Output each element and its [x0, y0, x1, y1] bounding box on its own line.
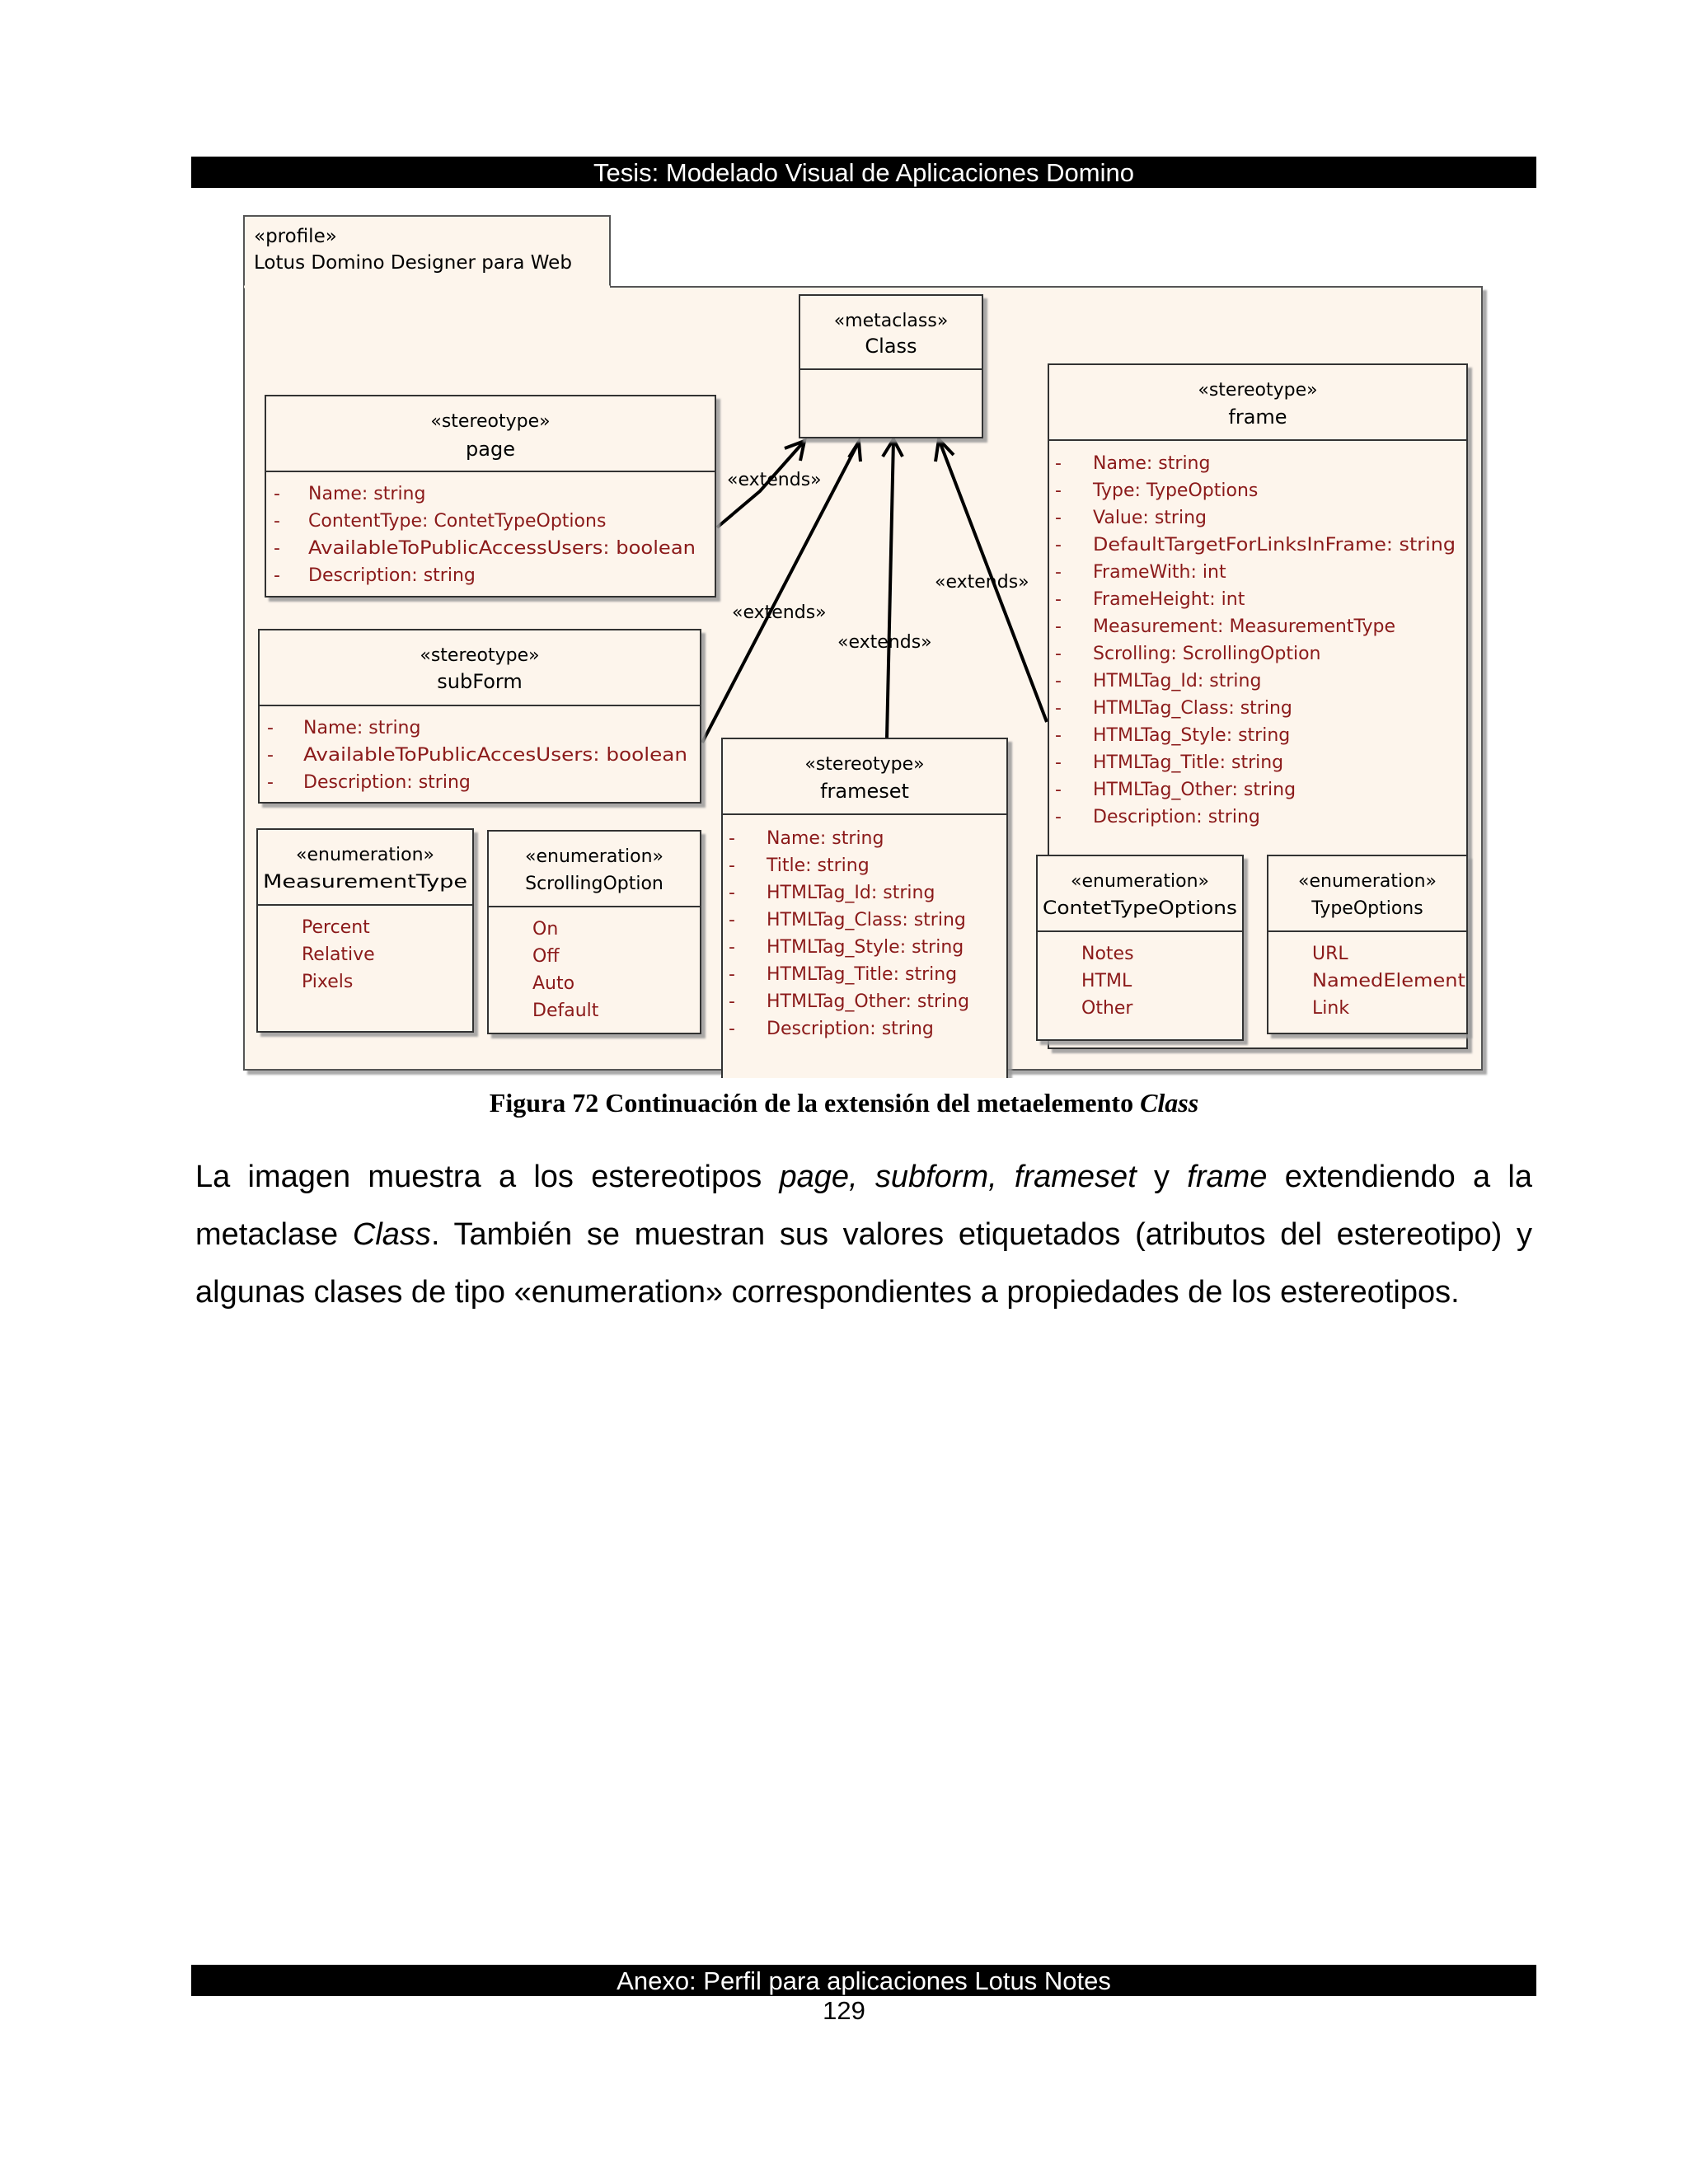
frame-attr: DefaultTargetForLinksInFrame: string	[1093, 535, 1456, 555]
svg-text:-: -	[729, 937, 735, 958]
subform-stereotype: «stereotype»	[420, 645, 540, 666]
body-text-segment: . También se muestran sus valores etiquetados (atributos del estereotipo) y algunas clases de tipo «enumeration» correspondientes a propiedades de los estereotipos.	[195, 1217, 1532, 1310]
svg-text:-: -	[267, 718, 274, 738]
frame-attr: FrameHeight: int	[1093, 589, 1245, 610]
body-text-segment: La imagen muestra a los estereotipos	[195, 1160, 780, 1194]
scrolling-literal: Auto	[532, 973, 575, 994]
frame-attr: Scrolling: ScrollingOption	[1093, 644, 1321, 664]
frameset-attr: HTMLTag_Style: string	[767, 937, 964, 958]
svg-text:-: -	[1055, 671, 1062, 691]
body-paragraph	[195, 1148, 1532, 1321]
measurement-literal: Percent	[302, 917, 370, 938]
type-options-literal: URL	[1312, 944, 1348, 964]
frame-stereotype: «stereotype»	[1198, 380, 1318, 401]
subform-attr: Name: string	[303, 718, 421, 738]
svg-text:-: -	[1055, 453, 1062, 474]
scrolling-literal: On	[532, 919, 559, 940]
measurement-name: MeasurementType	[263, 872, 467, 893]
svg-text:-: -	[729, 855, 735, 876]
frame-attr: Description: string	[1093, 807, 1260, 827]
frame-attr: Value: string	[1093, 508, 1207, 528]
svg-text:-: -	[1055, 698, 1062, 719]
svg-text:-: -	[1055, 780, 1062, 800]
svg-text:-: -	[729, 910, 735, 930]
content-type-stereotype: «enumeration»	[1071, 871, 1209, 892]
frame-attr: Type: TypeOptions	[1093, 480, 1259, 501]
svg-text:-: -	[729, 828, 735, 849]
header-title: Tesis: Modelado Visual de Aplicaciones Domino	[593, 158, 1134, 187]
svg-text:-: -	[1055, 508, 1062, 528]
svg-text:-: -	[267, 772, 274, 793]
frameset-attr: Description: string	[767, 1019, 934, 1039]
page-stereotype: «stereotype»	[430, 411, 551, 432]
measurement-literal: Relative	[302, 944, 375, 965]
metaclass-class-box	[799, 295, 982, 438]
svg-text:-: -	[1055, 589, 1062, 610]
frameset-attr: HTMLTag_Other: string	[767, 991, 970, 1012]
svg-text:-: -	[274, 538, 280, 559]
frame-attr: Name: string	[1093, 453, 1211, 474]
type-options-literal: Link	[1312, 998, 1350, 1019]
uml-profile-diagram	[239, 213, 1492, 1078]
scrolling-stereotype: «enumeration»	[525, 846, 663, 867]
enum-measurement-type-box	[257, 829, 473, 1032]
scrolling-name: ScrollingOption	[525, 874, 663, 894]
body-text-segment: y	[1136, 1160, 1188, 1194]
page-attr: Description: string	[308, 565, 476, 586]
type-options-literal: NamedElement	[1312, 971, 1466, 991]
svg-text:-: -	[1055, 644, 1062, 664]
content-type-literal: HTML	[1081, 971, 1132, 991]
body-italic-segment: frame	[1187, 1160, 1268, 1194]
profile-name: Lotus Domino Designer para Web	[254, 252, 572, 274]
measurement-stereotype: «enumeration»	[296, 845, 434, 865]
enum-type-options-box	[1268, 855, 1467, 1033]
type-options-name: TypeOptions	[1311, 898, 1423, 919]
frameset-attr: HTMLTag_Id: string	[767, 883, 935, 903]
content-type-name: ContetTypeOptions	[1043, 898, 1237, 919]
footer-title: Anexo: Perfil para aplicaciones Lotus Notes	[617, 1966, 1111, 1995]
page-footer	[191, 1965, 1536, 1996]
extends-label-page: «extends»	[727, 470, 822, 490]
frameset-attr: HTMLTag_Class: string	[767, 910, 966, 930]
subform-name: subForm	[437, 670, 523, 693]
frameset-attr: Name: string	[767, 828, 884, 849]
svg-text:-: -	[1055, 807, 1062, 827]
page-number: 129	[823, 1996, 865, 2025]
content-type-literal: Other	[1081, 998, 1133, 1019]
frameset-attr: HTMLTag_Title: string	[767, 964, 958, 985]
content-type-literal: Notes	[1081, 944, 1134, 964]
frame-attr: HTMLTag_Class: string	[1093, 698, 1292, 719]
enum-scrolling-option-box	[488, 831, 701, 1033]
svg-text:-: -	[729, 883, 735, 903]
svg-text:-: -	[1055, 562, 1062, 583]
frameset-stereotype: «stereotype»	[804, 754, 925, 775]
frame-attr: HTMLTag_Id: string	[1093, 671, 1262, 691]
svg-text:-: -	[1055, 616, 1062, 637]
type-options-stereotype: «enumeration»	[1298, 871, 1437, 892]
svg-text:-: -	[274, 484, 280, 504]
page-attr: AvailableToPublicAccessUsers: boolean	[308, 538, 696, 559]
figure-caption	[0, 1088, 1688, 1118]
svg-text:-: -	[1055, 752, 1062, 773]
frame-attr: Measurement: MeasurementType	[1093, 616, 1396, 637]
body-italic-segment: Class	[352, 1217, 431, 1252]
frame-attr: HTMLTag_Other: string	[1093, 780, 1296, 800]
svg-text:-: -	[729, 1019, 735, 1039]
body-italic-segment: page, subform, frameset	[779, 1160, 1137, 1194]
profile-stereotype: «profile»	[254, 226, 337, 247]
frame-attr: HTMLTag_Style: string	[1093, 725, 1291, 746]
page-name: page	[466, 438, 515, 461]
subform-attr: AvailableToPublicAccesUsers: boolean	[303, 745, 687, 766]
svg-text:-: -	[1055, 725, 1062, 746]
subform-attr: Description: string	[303, 772, 471, 793]
frame-attr: HTMLTag_Title: string	[1093, 752, 1284, 773]
stereotype-frameset-box	[722, 738, 1007, 1078]
page-header	[191, 157, 1536, 188]
scrolling-literal: Default	[532, 1001, 599, 1021]
body-text-segment: extendiendo a la metaclase	[195, 1160, 1533, 1252]
scrolling-literal: Off	[532, 946, 560, 967]
page-attr: ContentType: ContetTypeOptions	[308, 511, 607, 532]
frame-name: frame	[1228, 405, 1287, 429]
stereotype-subform-box	[259, 630, 701, 803]
svg-text:-: -	[1055, 535, 1062, 555]
svg-text:-: -	[274, 565, 280, 586]
svg-text:-: -	[267, 745, 274, 766]
frame-attr: FrameWith: int	[1093, 562, 1226, 583]
svg-text:-: -	[274, 511, 280, 532]
svg-text:-: -	[1055, 480, 1062, 501]
caption-italic: Class	[1140, 1088, 1199, 1118]
extends-label-subform: «extends»	[732, 602, 827, 623]
metaclass-name: Class	[865, 335, 917, 358]
page-attr: Name: string	[308, 484, 426, 504]
extends-label-frame: «extends»	[935, 572, 1029, 593]
stereotype-page-box	[265, 396, 715, 597]
frameset-attr: Title: string	[767, 855, 870, 876]
enum-content-type-options-box	[1037, 855, 1243, 1040]
measurement-literal: Pixels	[302, 972, 354, 992]
extends-label-frameset: «extends»	[837, 632, 932, 653]
caption-prefix: Figura 72 Continuación de la extensión del metaelemento	[489, 1088, 1134, 1118]
svg-text:-: -	[729, 964, 735, 985]
frameset-name: frameset	[820, 780, 909, 803]
svg-text:-: -	[729, 991, 735, 1012]
metaclass-stereotype: «metaclass»	[833, 311, 949, 331]
